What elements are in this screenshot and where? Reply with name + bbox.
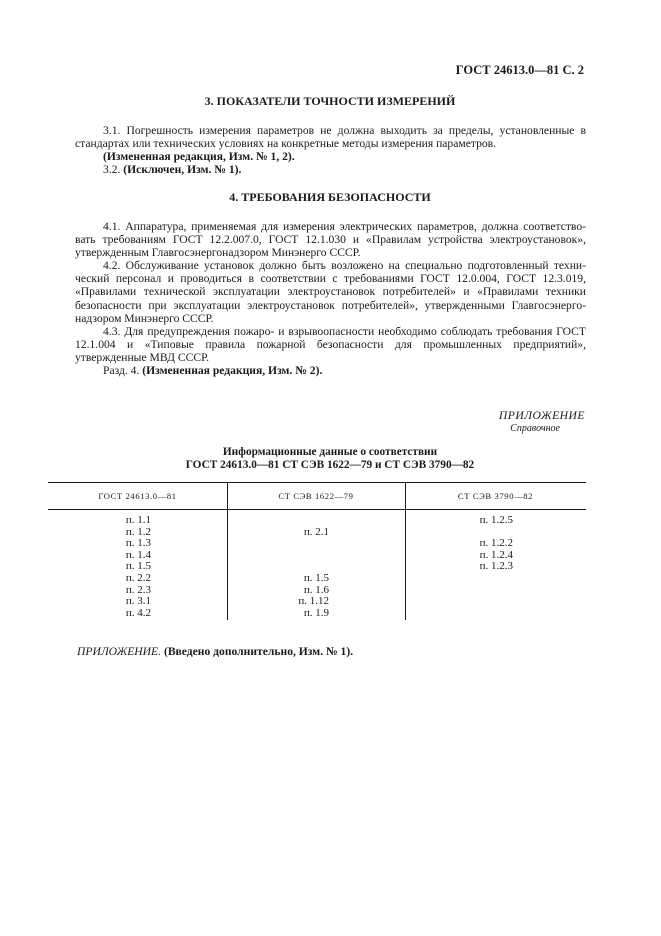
table-header-rule bbox=[48, 509, 586, 510]
column-st-sev-1622-values bbox=[280, 515, 329, 619]
table-cell bbox=[280, 515, 329, 527]
paragraph-4-1: 4.1. Аппаратура, применяемая для измерения электрических параметров, должна соответствовать требованиям ГОСТ 12.2.007.0, ГОСТ 12.1.030 и «Правилам устройства электроустановок», утвержденным Главгосэнергонадзором Минэнерго СССР. bbox=[75, 220, 586, 260]
table-cell: п. 1.2.2 bbox=[479, 537, 513, 550]
table-cell: п. 4.2 bbox=[125, 606, 151, 619]
paragraph-3-2-number: 3.2. bbox=[103, 163, 121, 177]
table-cell: п. 1.2.5 bbox=[479, 514, 513, 526]
table-cell: п. 2.1 bbox=[303, 525, 329, 538]
column-st-sev-3790-values bbox=[460, 515, 513, 619]
paragraph-3-1 bbox=[75, 124, 586, 176]
table-cell: п. 1.1 bbox=[125, 514, 151, 526]
table-cell: п. 1.4 bbox=[125, 548, 151, 561]
page-header: ГОСТ 24613.0—81 С. 2 bbox=[455, 63, 584, 77]
table-cell bbox=[460, 573, 513, 585]
table-cell bbox=[280, 550, 329, 562]
section-4-ref: Разд. 4. bbox=[103, 364, 140, 378]
table-cell: п. 1.6 bbox=[303, 583, 329, 596]
paragraph-3-1-line-1: 3.1. Погрешность измерения параметров не должна выходить за пределы, установленные в bbox=[103, 124, 586, 137]
table-cell: п. 1.9 bbox=[303, 606, 329, 619]
table-cell: п. 2.3 bbox=[125, 583, 151, 596]
appendix-label: ПРИЛОЖЕНИЕ bbox=[498, 409, 585, 422]
paragraph-4-3: 4.3. Для предупреждения пожаро- и взрывоопасности необходимо соблюдать требования ГОСТ 12.1.004 и «Типовые правила пожарной безопасности для промышленных предприятий», утвержденные МВД СССР. bbox=[75, 324, 586, 364]
paragraph-3-2-note: (Исключен, Изм. № 1). bbox=[123, 163, 242, 177]
appendix-footnote-note: (Введено дополнительно, Изм. № 1). bbox=[163, 645, 354, 658]
table-cell: п. 1.5 bbox=[303, 571, 329, 584]
table-cell: п. 1.5 bbox=[125, 560, 151, 573]
table-title-line-1: Информационные данные о соответствии bbox=[222, 446, 438, 458]
paragraph-3-1-line-2: стандартах или технических условиях на конкретные методы измерения параметров. bbox=[75, 137, 497, 151]
table-cell: п. 1.2.4 bbox=[479, 548, 513, 561]
table-cell bbox=[460, 585, 513, 597]
table-title-line-2: ГОСТ 24613.0—81 СТ СЭВ 1622—79 и СТ СЭВ 3790—82 bbox=[185, 458, 475, 471]
table-divider-1 bbox=[227, 482, 228, 620]
appendix-sublabel: Справочное bbox=[510, 423, 560, 434]
paragraph-4-2: 4.2. Обслуживание установок должно быть возложено на специально подготовленный технический персонал и проводиться в соответствии с требованиями ГОСТ 12.0.004, ГОСТ 12.3.019, «Правилами технической эксплуатации электроустановок потребителей» и «Правилами техники безопасности при эксплуатации электроустановок потребителей», утвержденными Главгосэнергонадзором Минэнерго СССР. bbox=[75, 259, 586, 325]
table-cell: п. 1.12 bbox=[298, 595, 329, 608]
table-cell: п. 1.2 bbox=[125, 525, 151, 538]
table-cell bbox=[460, 596, 513, 608]
table-cell bbox=[280, 538, 329, 550]
section-3-title: 3. ПОКАЗАТЕЛИ ТОЧНОСТИ ИЗМЕРЕНИЙ bbox=[204, 94, 456, 108]
section-4-note: (Измененная редакция, Изм. № 2). bbox=[142, 364, 323, 378]
table-cell: п. 3.1 bbox=[125, 595, 151, 608]
section-4-title: 4. ТРЕБОВАНИЯ БЕЗОПАСНОСТИ bbox=[229, 190, 431, 204]
table-divider-2 bbox=[405, 482, 406, 620]
table-title bbox=[75, 446, 585, 471]
appendix-footnote bbox=[77, 645, 353, 658]
column-gost-values bbox=[100, 515, 151, 619]
table-cell: п. 1.3 bbox=[125, 537, 151, 550]
section-4-body bbox=[75, 220, 586, 377]
section-4-amendment bbox=[75, 364, 586, 377]
table-cell: п. 2.2 bbox=[125, 571, 151, 584]
appendix-footnote-label: ПРИЛОЖЕНИЕ. bbox=[77, 645, 162, 658]
table-top-rule bbox=[48, 482, 586, 483]
column-header-st-sev-1622: СТ СЭВ 1622—79 bbox=[278, 491, 354, 501]
column-header-gost: ГОСТ 24613.0—81 bbox=[98, 491, 177, 501]
column-header-st-sev-3790: СТ СЭВ 3790—82 bbox=[457, 491, 534, 501]
table-cell: п. 1.2.3 bbox=[479, 560, 513, 573]
paragraph-3-2 bbox=[75, 163, 586, 176]
amendment-note-3-1: (Измененная редакция, Изм. № 1, 2). bbox=[103, 150, 295, 164]
table-cell bbox=[460, 608, 513, 620]
